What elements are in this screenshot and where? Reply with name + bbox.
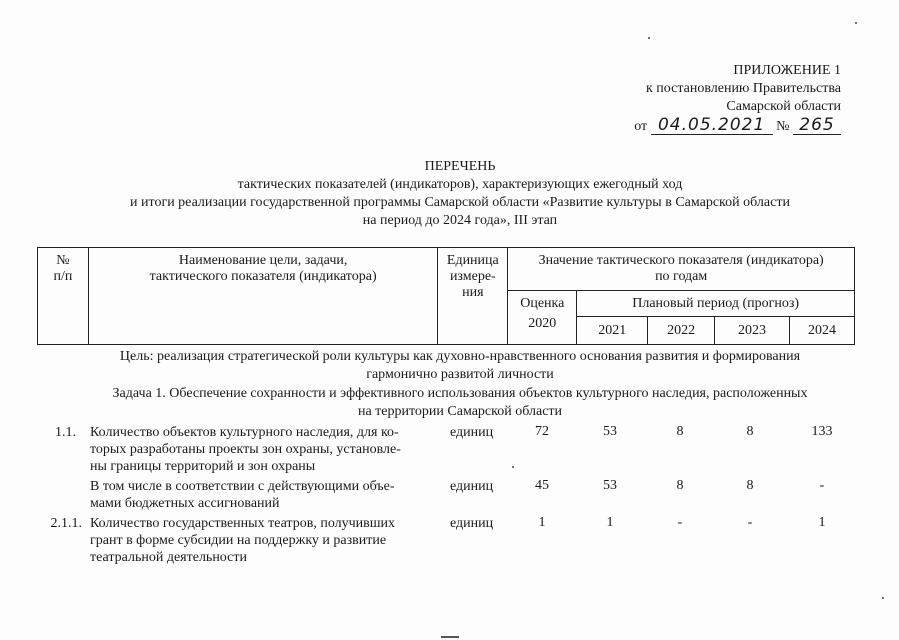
row-name-line: торых разработаны проекты зон охраны, установле- — [90, 442, 401, 457]
row-value-2024: - — [819, 478, 825, 493]
task-line-2: на территории Самарской области — [357, 404, 563, 419]
appendix-date-line — [561, 116, 841, 136]
row-name-line: Количество объектов культурного наследия, для ко- — [90, 425, 399, 440]
row-name-line: мами бюджетных ассигнований — [90, 496, 280, 511]
header-values-cell — [508, 248, 855, 291]
task-line-1: Задача 1. Обеспечение сохранности и эффективного использования объектов культурного наследия, расположенных — [112, 386, 808, 401]
row-name — [90, 515, 395, 566]
row-name-line: В том числе в соответствии с действующими объе- — [90, 479, 395, 494]
row-number: 2.1.1. — [50, 516, 82, 531]
row-name — [90, 478, 395, 512]
header-name-line1: Наименование цели, задачи, — [178, 253, 348, 268]
header-estimate-label: Оценка — [520, 296, 565, 311]
scan-speck — [648, 37, 650, 39]
header-values-line1: Значение тактического показателя (индикатора) — [538, 253, 824, 268]
document-title: ПЕРЕЧЕНЬ — [424, 159, 496, 174]
row-value-2022: 8 — [676, 424, 684, 439]
header-name-line2: тактического показателя (индикатора) — [149, 269, 377, 284]
number-label: № — [776, 119, 790, 134]
title-line-4: на период до 2024 года», III этап — [362, 213, 558, 228]
goal-line-1: Цель: реализация стратегической роли культуры как духовно-нравственного основания развития и формирования — [119, 349, 801, 364]
row-value-2021: 1 — [606, 515, 614, 530]
header-unit-line1: Единица — [446, 253, 499, 268]
handwritten-date: 04.05.2021 — [651, 116, 773, 135]
row-value-2023: - — [747, 515, 753, 530]
row-value-2020: 72 — [535, 424, 549, 439]
row-name-line: ны границы территорий и зон охраны — [90, 459, 316, 474]
scan-mark — [441, 636, 459, 638]
row-value-2022: - — [677, 515, 683, 530]
row-value-2023: 8 — [746, 478, 754, 493]
header-num: № — [56, 253, 70, 268]
header-estimate-year: 2020 — [528, 316, 557, 331]
row-value-2023: 8 — [746, 424, 754, 439]
header-plan-period: Плановый период (прогноз) — [577, 291, 855, 317]
row-value-2020: 1 — [538, 515, 546, 530]
appendix-title: ПРИЛОЖЕНИЕ 1 — [733, 63, 841, 78]
row-value-2021: 53 — [603, 478, 617, 493]
row-value-2021: 53 — [603, 424, 617, 439]
row-number: 1.1. — [55, 425, 76, 440]
appendix-block — [561, 62, 841, 136]
row-value-2020: 45 — [535, 478, 549, 493]
row-value-2022: 8 — [676, 478, 684, 493]
row-value-2024: 133 — [811, 424, 833, 439]
header-unit-line2: измере- — [449, 269, 496, 284]
row-unit: единиц — [450, 479, 494, 494]
row-name-line: Количество государственных театров, получивших — [90, 516, 396, 531]
header-year-2023: 2023 — [715, 317, 790, 345]
scan-speck — [512, 466, 514, 468]
row-unit: единиц — [450, 516, 494, 531]
header-unit-cell — [438, 248, 508, 345]
handwritten-number: 265 — [793, 116, 841, 135]
header-year-2021: 2021 — [577, 317, 648, 345]
header-values-line2: по годам — [655, 269, 708, 284]
date-prefix: от — [634, 119, 648, 134]
header-unit-line3: ния — [462, 285, 484, 300]
header-estimate-cell — [508, 291, 577, 345]
header-year-2022: 2022 — [648, 317, 715, 345]
scan-speck — [882, 597, 884, 599]
indicators-table-header — [37, 247, 855, 345]
header-num-sub: п/п — [53, 269, 73, 284]
appendix-decree-line: к постановлению Правительства — [645, 81, 841, 96]
appendix-region-line: Самарской области — [726, 99, 841, 114]
row-value-2024: 1 — [818, 515, 826, 530]
row-name — [90, 424, 401, 475]
row-name-line: грант в форме субсидии на поддержку и развитие — [90, 533, 387, 548]
header-name-cell — [88, 248, 437, 345]
row-unit: единиц — [450, 425, 494, 440]
header-year-2024: 2024 — [790, 317, 855, 345]
title-line-2: тактических показателей (индикаторов), характеризующих ежегодный ход — [237, 177, 683, 192]
row-name-line: театральной деятельности — [90, 550, 247, 565]
title-line-3: и итоги реализации государственной программы Самарской области «Развитие культуры в Самарской области — [130, 195, 790, 210]
scan-speck — [855, 22, 857, 24]
header-num-cell — [38, 248, 89, 345]
goal-line-2: гармонично развитой личности — [366, 367, 554, 382]
